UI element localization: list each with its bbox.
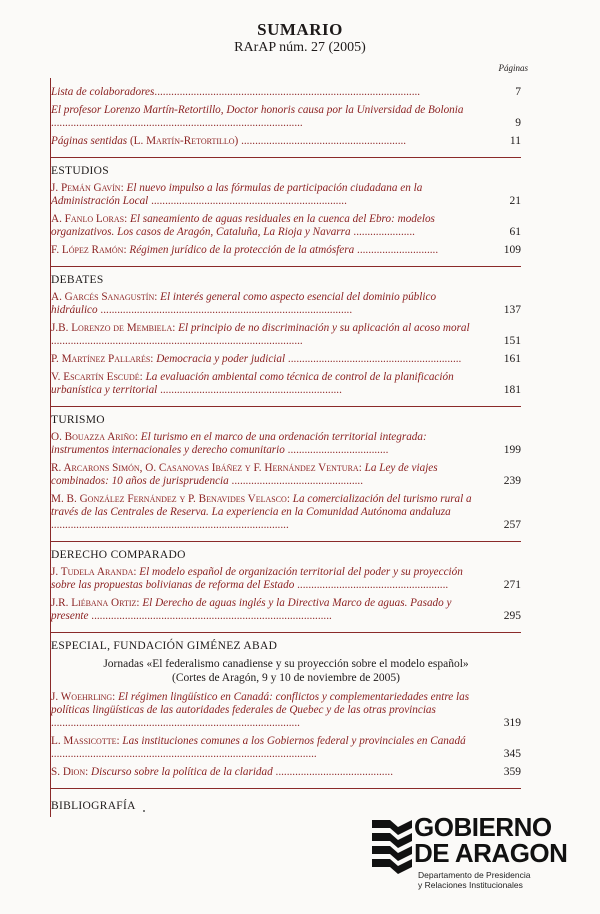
- entry-title: El interés general como aspecto esencial del dominio público hidráulico: [51, 291, 437, 316]
- entry-author: V. Escartín Escudé:: [51, 371, 143, 383]
- toc-entry[interactable]: S. Dion: Discurso sobre la política de la claridad .......................................... 359: [51, 766, 521, 778]
- entry-author: L. Massicotte:: [51, 735, 120, 747]
- toc-entry[interactable]: A. Garcés Sanagustín: El interés general como aspecto esencial del dominio público hidráulico .......................................................................................... 137: [51, 291, 521, 316]
- entry-author: F. López Ramón:: [51, 244, 127, 256]
- entry-author: R. Arcarons Simón, O. Casanovas Ibáñez y F. Hernández Ventura:: [51, 462, 362, 474]
- entry-title: El régimen lingüístico en Canadá: conflictos y complementariedades entre las políticas lingüísticas de las autoridades federales de Quebec y de las otras provincias: [51, 691, 470, 716]
- entry-page: 295: [503, 610, 521, 622]
- entry-author: A. Garcés Sanagustín:: [51, 291, 158, 303]
- page-subtitle: RArAP núm. 27 (2005): [234, 40, 366, 55]
- toc-entry[interactable]: V. Escartín Escudé: La evaluación ambiental como técnica de control de la planificación urbanística y territorial ................................................................. 181: [51, 371, 521, 396]
- entry-page: 239: [503, 475, 521, 487]
- entry-title: Las instituciones comunes a los Gobiernos federal y provinciales en Canadá: [122, 735, 466, 747]
- entry-page: 161: [503, 353, 521, 365]
- entry-page: 199: [503, 444, 521, 456]
- entry-page: 345: [503, 748, 521, 760]
- entry-page: 11: [509, 135, 521, 147]
- entry-title: La Ley de viajes combinados: 10 años de jurisprudencia: [51, 462, 438, 487]
- entry-author: M. B. González Fernández y P. Benavides Velasco:: [51, 493, 290, 505]
- turismo-section: [51, 407, 521, 542]
- section-heading: DERECHO COMPARADO: [51, 549, 186, 561]
- section-heading[interactable]: BIBLIOGRAFÍA: [51, 800, 136, 812]
- toc-entry[interactable]: A. Fanlo Loras: El saneamiento de aguas residuales en la cuenca del Ebro: modelos organizativos. Los casos de Aragón, Cataluña, La Rioja y Navarra ...................... 61: [51, 213, 521, 238]
- debates-section: [51, 267, 521, 407]
- section-heading: DEBATES: [51, 274, 104, 286]
- toc-entry[interactable]: J. Woehrling: El régimen lingüístico en Canadá: conflictos y complementariedades entre las políticas lingüísticas de las autoridades federales de Quebec y de las otras provincias ......................................................................................... 319: [51, 691, 521, 729]
- entry-page: 21: [509, 195, 521, 207]
- toc-entry[interactable]: J.B. Lorenzo de Membiela: El principio de no discriminación y su aplicación al acoso moral .......................................................................................... 151: [51, 322, 521, 347]
- logo-text-line2: DE ARAGON: [414, 838, 568, 868]
- entry-page: 181: [503, 384, 521, 396]
- entry-title: Democracia y poder judicial: [156, 353, 286, 365]
- department-name: Departamento de Presidencia y Relaciones Institucionales: [418, 870, 531, 890]
- stray-mark: [143, 810, 145, 812]
- entry-author: J. Woehrling:: [51, 691, 116, 703]
- entry-title: El saneamiento de aguas residuales en la cuenca del Ebro: modelos organizativos. Los casos de Aragón, Cataluña, La Rioja y Navarra: [51, 213, 435, 238]
- entry-page: 7: [515, 86, 521, 98]
- entry-author: S. Dion:: [51, 766, 89, 778]
- toc-entry[interactable]: O. Bouazza Ariño: El turismo en el marco de una ordenación territorial integrada: instrumentos internacionales y derecho comunitario .................................... 199: [51, 431, 521, 456]
- entry-page: 109: [503, 244, 521, 256]
- entry-title: La comercialización del turismo rural a través de las Centrales de Reserva. La experiencia en la Comunidad Autónoma andaluza: [51, 493, 472, 518]
- entry-author: (L. Martín-Retortillo): [129, 135, 239, 147]
- toc-entry[interactable]: R. Arcarons Simón, O. Casanovas Ibáñez y F. Hernández Ventura: La Ley de viajes combinados: 10 años de jurisprudencia ............................................... 239: [51, 462, 521, 487]
- entry-author: A. Fanlo Loras:: [51, 213, 128, 225]
- entry-title: El principio de no discriminación y su aplicación al acoso moral: [178, 322, 470, 334]
- logo-text-line1: GOBIERNO: [414, 812, 552, 842]
- pages-column-label: Páginas: [498, 63, 528, 73]
- toc-entry[interactable]: J.R. Liébana Ortiz: El Derecho de aguas inglés y la Directiva Marco de aguas. Pasado y presente ...................................................................................... 295: [51, 597, 521, 622]
- toc-entry[interactable]: P. Martínez Pallarés: Democracia y poder judicial .............................................................. 161: [51, 353, 521, 365]
- toc-entry[interactable]: J. Tudela Aranda: El modelo español de organización territorial del poder y su proyección sobre las propuestas bolivianas de reforma del Estado ...................................................... 271: [51, 566, 521, 591]
- toc-entry[interactable]: M. B. González Fernández y P. Benavides Velasco: La comercialización del turismo rural a través de las Centrales de Reserva. La experiencia en la Comunidad Autónoma andaluza ..................................................................................... 257: [51, 493, 521, 531]
- toc-entry[interactable]: F. López Ramón: Régimen jurídico de la protección de la atmósfera ............................. 109: [51, 244, 521, 256]
- entry-author: P. Martínez Pallarés:: [51, 353, 154, 365]
- estudios-section: [51, 158, 521, 267]
- entry-page: 271: [503, 579, 521, 591]
- entry-title: Discurso sobre la política de la claridad: [91, 766, 273, 778]
- entry-title: El nuevo impulso a las fórmulas de participación ciudadana en la Administración Local: [51, 182, 423, 207]
- entry-author: J. Tudela Aranda:: [51, 566, 137, 578]
- gobierno-de-aragon-logo: [372, 812, 572, 892]
- entry-title: Páginas sentidas: [51, 135, 128, 147]
- page-title: SUMARIO: [257, 20, 343, 39]
- toc-entry[interactable]: Páginas sentidas (L. Martín-Retortillo) ........................................................... 11: [51, 135, 521, 147]
- derecho-comparado-section: [51, 542, 521, 633]
- front-matter-section: [51, 78, 521, 158]
- entry-page: 137: [503, 304, 521, 316]
- entry-author: J. Pemán Gavín:: [51, 182, 124, 194]
- entry-title: El modelo español de organización territorial del poder y su proyección sobre las propuestas bolivianas de reforma del Estado: [51, 566, 463, 591]
- entry-title: La evaluación ambiental como técnica de control de la planificación urbanística y territorial: [51, 371, 454, 396]
- table-of-contents: [50, 78, 521, 817]
- toc-entry[interactable]: Lista de colaboradores............................................................................................... 7: [51, 86, 521, 98]
- entry-title: El profesor Lorenzo Martín-Retortillo, Doctor honoris causa por la Universidad de Bolonia: [51, 104, 464, 116]
- especial-section: [51, 633, 521, 789]
- entry-page: 61: [509, 226, 521, 238]
- entry-page: 151: [503, 335, 521, 347]
- entry-page: 319: [503, 717, 521, 729]
- entry-author: J.R. Liébana Ortiz:: [51, 597, 140, 609]
- aragon-stripes-icon: [372, 818, 412, 874]
- entry-author: J.B. Lorenzo de Membiela:: [51, 322, 176, 334]
- jornadas-subtitle: Jornadas «El federalismo canadiense y su proyección sobre el modelo español» (Cortes de Aragón, 9 y 10 de noviembre de 2005): [103, 658, 469, 684]
- section-heading: ESTUDIOS: [51, 165, 109, 177]
- entry-author: O. Bouazza Ariño:: [51, 431, 138, 443]
- section-heading: ESPECIAL, FUNDACIÓN GIMÉNEZ ABAD: [51, 640, 278, 652]
- entry-title: El Derecho de aguas inglés y la Directiva Marco de aguas. Pasado y presente: [51, 597, 452, 622]
- entry-title: Régimen jurídico de la protección de la atmósfera: [129, 244, 355, 256]
- entry-title: Lista de colaboradores: [51, 86, 155, 98]
- entry-title: El turismo en el marco de una ordenación territorial integrada: instrumentos internacionales y derecho comunitario: [51, 431, 427, 456]
- toc-entry[interactable]: L. Massicotte: Las instituciones comunes a los Gobiernos federal y provinciales en Canadá ............................................................................................... 345: [51, 735, 521, 760]
- section-heading: TURISMO: [51, 414, 105, 426]
- toc-entry[interactable]: El profesor Lorenzo Martín-Retortillo, Doctor honoris causa por la Universidad de Bolonia .......................................................................................... 9: [51, 104, 521, 129]
- entry-page: 9: [515, 117, 521, 129]
- entry-page: 359: [503, 766, 521, 778]
- toc-entry[interactable]: J. Pemán Gavín: El nuevo impulso a las fórmulas de participación ciudadana en la Administración Local ...................................................................... 21: [51, 182, 521, 207]
- entry-page: 257: [503, 519, 521, 531]
